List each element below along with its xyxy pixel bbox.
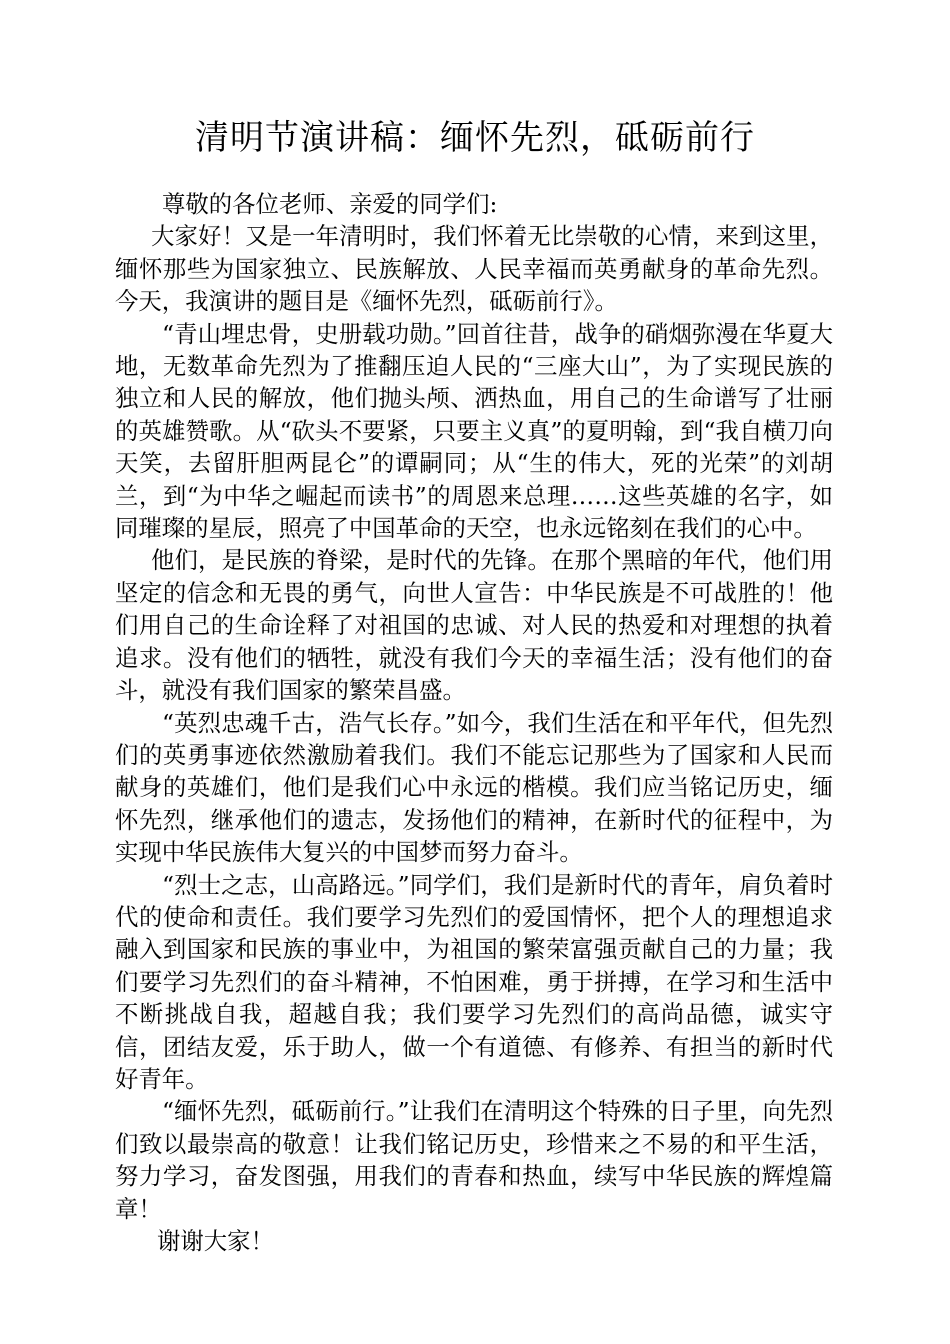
document-title: 清明节演讲稿：缅怀先烈，砥砺前行 bbox=[195, 118, 755, 158]
paragraph-conclusion: “缅怀先烈，砥砺前行。”让我们在清明这个特殊的日子里，向先烈们致以最崇高的敬意！让我们铭记历史，珍惜来之不易的和平生活，努力学习，奋发图强，用我们的青春和热血，续写中华民族的辉煌篇章！ bbox=[115, 1097, 833, 1223]
paragraph-history: “青山埋忠骨，史册载功勋。”回首往昔，战争的硝烟弥漫在华夏大地，无数革命先烈为了推翻压迫人民的“三座大山”，为了实现民族的独立和人民的解放，他们抛头颅、洒热血，用自己的生命谱写了壮丽的英雄赞歌。从“砍头不要紧，只要主义真”的夏明翰，到“我自横刀向天笑，去留肝胆两昆仑”的谭嗣同；从“生的伟大，死的光荣”的刘胡兰，到“为中华之崛起而读书”的周恩来总理……这些英雄的名字，如同璀璨的星辰，照亮了中国革命的天空，也永远铭刻在我们的心中。 bbox=[115, 319, 833, 543]
paragraph-youth: “烈士之志，山高路远。”同学们，我们是新时代的青年，肩负着时代的使命和责任。我们要学习先烈们的爱国情怀，把个人的理想追求融入到国家和民族的事业中，为祖国的繁荣富强贡献自己的力量；我们要学习先烈们的奋斗精神，不怕困难，勇于拼搏，在学习和生活中不断挑战自我，超越自我；我们要学习先烈们的高尚品德，诚实守信，团结友爱，乐于助人，做一个有道德、有修养、有担当的新时代好青年。 bbox=[115, 870, 833, 1093]
paragraph-backbone: 他们，是民族的脊梁，是时代的先锋。在那个黑暗的年代，他们用坚定的信念和无畏的勇气，向世人宣告：中华民族是不可战胜的！他们用自己的生命诠释了对祖国的忠诚、对人民的热爱和对理想的执着追求。没有他们的牺牲，就没有我们今天的幸福生活；没有他们的奋斗，就没有我们国家的繁荣昌盛。 bbox=[115, 546, 833, 705]
paragraph-greeting: 大家好！又是一年清明时，我们怀着无比崇敬的心情，来到这里，缅怀那些为国家独立、民族解放、人民幸福而英勇献身的革命先烈。今天，我演讲的题目是《缅怀先烈，砥砺前行》。 bbox=[115, 222, 833, 316]
salutation: 尊敬的各位老师、亲爱的同学们: bbox=[162, 190, 498, 218]
document-body bbox=[115, 188, 833, 1257]
closing-thanks: 谢谢大家！ bbox=[157, 1227, 274, 1255]
paragraph-inspiration: “英烈忠魂千古，浩气长存。”如今，我们生活在和平年代，但先烈们的英勇事迹依然激励着我们。我们不能忘记那些为了国家和人民而献身的英雄们，他们是我们心中永远的楷模。我们应当铭记历史，缅怀先烈，继承他们的遗志，发扬他们的精神，在新时代的征程中，为实现中华民族伟大复兴的中国梦而努力奋斗。 bbox=[115, 708, 833, 867]
